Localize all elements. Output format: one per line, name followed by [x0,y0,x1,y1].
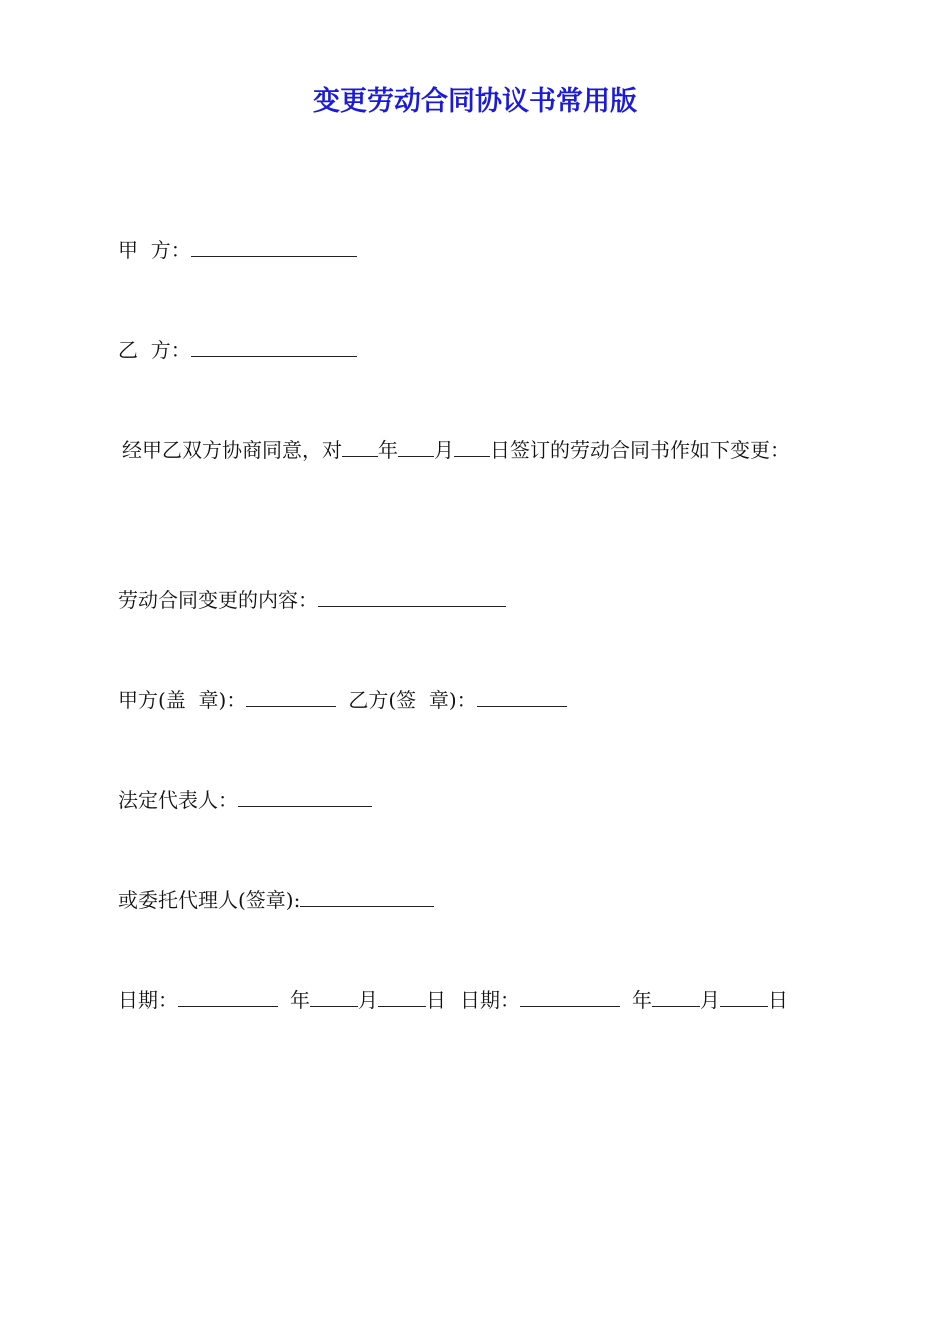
legal-rep-blank[interactable] [238,788,372,807]
party-b-date-label: 日期： [460,988,520,1012]
contract-year-blank[interactable] [342,438,378,457]
party-b-label: 乙 方： [118,338,191,362]
party-a-seal-blank[interactable] [246,688,336,707]
seal-line [118,686,567,714]
contract-month-blank[interactable] [398,438,434,457]
agreement-intro-prefix: 经甲乙双方协商同意，对 [122,438,342,462]
party-b-month-blank[interactable] [652,988,700,1007]
document-title: 变更劳动合同协议书常用版 [313,86,637,117]
agent-line [118,886,434,914]
party-a-month-char: 月 [358,988,378,1012]
day-char: 日 [490,438,510,462]
month-char: 月 [434,438,454,462]
party-a-seal-label: 甲方(盖 章)： [118,688,247,712]
year-char: 年 [378,438,398,462]
agent-blank[interactable] [300,888,434,907]
party-b-day-blank[interactable] [720,988,768,1007]
party-b-day-char: 日 [768,988,788,1012]
party-b-date-blank[interactable] [520,988,620,1007]
party-b-sign-label: 乙方(签 章)： [348,688,477,712]
change-content-blank[interactable] [318,588,506,607]
contract-day-blank[interactable] [454,438,490,457]
change-content-label: 劳动合同变更的内容： [118,588,318,612]
party-a-day-blank[interactable] [378,988,426,1007]
party-b-line [118,336,357,364]
party-a-month-blank[interactable] [310,988,358,1007]
party-b-month-char: 月 [700,988,720,1012]
date-line [118,986,788,1014]
legal-rep-line [118,786,372,814]
agreement-intro-suffix: 签订的劳动合同书作如下变更： [510,438,790,462]
party-a-label: 甲 方： [118,238,191,262]
agent-label: 或委托代理人(签章): [118,888,301,912]
party-b-sign-blank[interactable] [477,688,567,707]
legal-rep-label: 法定代表人： [118,788,238,812]
party-a-date-blank[interactable] [178,988,278,1007]
party-a-year-char: 年 [290,988,310,1012]
party-a-blank[interactable] [191,238,357,257]
party-a-line [118,236,357,264]
change-content-line [118,586,506,614]
party-a-date-label: 日期： [118,988,178,1012]
party-b-blank[interactable] [191,338,357,357]
party-b-year-char: 年 [632,988,652,1012]
agreement-intro-line [122,436,790,464]
party-a-day-char: 日 [426,988,446,1012]
